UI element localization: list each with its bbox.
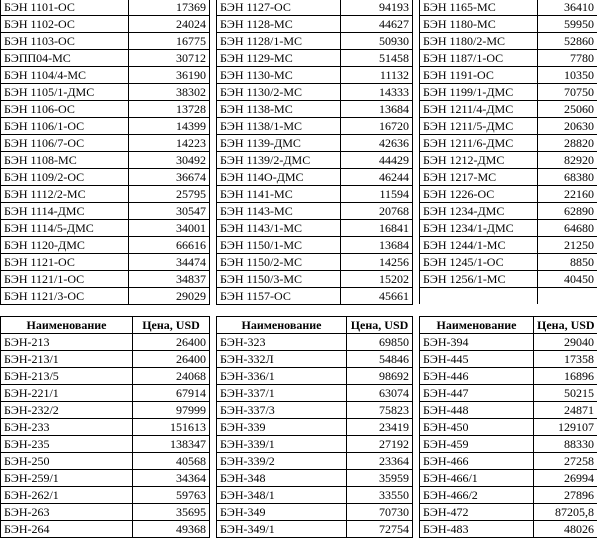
price-cell: 17369 — [129, 0, 210, 16]
table-row — [1, 16, 210, 33]
table-row — [420, 33, 597, 50]
product-name-cell: БЭН-466 — [420, 453, 534, 470]
price-cell: 46244 — [341, 169, 413, 186]
price-cell: 29040 — [534, 334, 597, 351]
product-name-cell: БЭН-213/1 — [1, 351, 133, 368]
lower-table-col1 — [0, 316, 210, 538]
product-name-cell: БЭН 1234-ДМС — [420, 203, 538, 220]
table-row — [1, 84, 210, 101]
table-row — [420, 504, 597, 521]
price-cell: 35959 — [347, 470, 413, 487]
price-cell: 15202 — [341, 271, 413, 288]
product-name-cell: БЭН 1212-ДМС — [420, 152, 538, 169]
price-cell: 30712 — [129, 50, 210, 67]
product-name-cell: БЭН 1128/1-МС — [217, 33, 341, 50]
product-name-cell: БЭН 1139/2-ДМС — [217, 152, 341, 169]
upper-table-col2 — [216, 0, 413, 305]
price-cell: 49368 — [133, 521, 210, 538]
column-header-price: Цена, USD — [347, 317, 413, 334]
product-name-cell: БЭН-232/2 — [1, 402, 133, 419]
product-name-cell: БЭН-264 — [1, 521, 133, 538]
price-cell: 70730 — [347, 504, 413, 521]
table-row — [1, 169, 210, 186]
product-name-cell: БЭН-235 — [1, 436, 133, 453]
product-name-cell: БЭН 1138/1-МС — [217, 118, 341, 135]
price-cell: 34364 — [133, 470, 210, 487]
product-name-cell: БЭН 1234/1-ДМС — [420, 220, 538, 237]
table-row — [420, 368, 597, 385]
table-row — [420, 334, 597, 351]
price-cell: 27192 — [347, 436, 413, 453]
table-row — [217, 288, 413, 305]
product-name-cell: БЭН-472 — [420, 504, 534, 521]
price-cell: 14333 — [341, 84, 413, 101]
product-name-cell: БЭН 1129-МС — [217, 50, 341, 67]
product-name-cell: БЭН-448 — [420, 402, 534, 419]
table-row — [420, 0, 597, 16]
table-row — [217, 152, 413, 169]
product-name-cell: БЭН 1138-МС — [217, 101, 341, 118]
table-row — [217, 504, 413, 521]
product-name-cell: БЭН 1256/1-МС — [420, 271, 538, 288]
price-cell: 23364 — [347, 453, 413, 470]
price-cell: 7780 — [538, 50, 597, 67]
column-header-price: Цена, USD — [534, 317, 597, 334]
product-name-cell: БЭН-394 — [420, 334, 534, 351]
price-cell: 13728 — [129, 101, 210, 118]
price-cell: 28820 — [538, 135, 597, 152]
table-row — [420, 169, 597, 186]
table-row — [217, 84, 413, 101]
product-name-cell: БЭН 1121/3-ОС — [1, 288, 129, 305]
table-row — [420, 521, 597, 538]
price-cell: 52860 — [538, 33, 597, 50]
table-row — [217, 0, 413, 16]
table-row — [420, 385, 597, 402]
product-name-cell: БЭН 1106-ОС — [1, 101, 129, 118]
price-cell: 36410 — [538, 0, 597, 16]
product-name-cell: БЭН-337/3 — [217, 402, 347, 419]
price-cell: 42636 — [341, 135, 413, 152]
product-name-cell: БЭН 1128-МС — [217, 16, 341, 33]
price-cell: 16775 — [129, 33, 210, 50]
table-row — [1, 453, 210, 470]
product-name-cell: БЭН 1143/1-МС — [217, 220, 341, 237]
price-cell: 24871 — [534, 402, 597, 419]
empty-cell — [538, 288, 597, 305]
table-row — [217, 186, 413, 203]
table-row — [217, 453, 413, 470]
product-name-cell: БЭН 1120-ДМС — [1, 237, 129, 254]
table-row — [217, 50, 413, 67]
product-name-cell: БЭН 1121-ОС — [1, 254, 129, 271]
product-name-cell: БЭН 1211/4-ДМС — [420, 101, 538, 118]
column-header-name: Наименование — [1, 317, 133, 334]
price-cell: 44627 — [341, 16, 413, 33]
price-cell: 33550 — [347, 487, 413, 504]
product-name-cell: БЭН-447 — [420, 385, 534, 402]
product-name-cell: БЭН 1105/1-ДМС — [1, 84, 129, 101]
price-cell: 63074 — [347, 385, 413, 402]
table-row — [217, 368, 413, 385]
product-name-cell: БЭН-332Л — [217, 351, 347, 368]
table-row — [217, 487, 413, 504]
table-row — [420, 254, 597, 271]
table-row — [217, 470, 413, 487]
product-name-cell: БЭН 1106/1-ОС — [1, 118, 129, 135]
price-cell: 36190 — [129, 67, 210, 84]
price-cell: 17358 — [534, 351, 597, 368]
price-cell: 151613 — [133, 419, 210, 436]
table-row — [217, 135, 413, 152]
table-row — [1, 368, 210, 385]
price-cell: 26400 — [133, 351, 210, 368]
table-row — [1, 419, 210, 436]
table-row — [1, 504, 210, 521]
table-row — [1, 220, 210, 237]
price-cell: 24068 — [133, 368, 210, 385]
product-name-cell: БЭН-445 — [420, 351, 534, 368]
price-cell: 54846 — [347, 351, 413, 368]
product-name-cell: БЭН 1102-ОС — [1, 16, 129, 33]
price-cell: 70750 — [538, 84, 597, 101]
table-row — [420, 487, 597, 504]
price-cell: 16896 — [534, 368, 597, 385]
price-cell: 35695 — [133, 504, 210, 521]
product-name-cell: БЭПП04-МС — [1, 50, 129, 67]
price-cell: 11594 — [341, 186, 413, 203]
price-cell: 51458 — [341, 50, 413, 67]
table-row — [1, 186, 210, 203]
price-cell: 87205,8 — [534, 504, 597, 521]
table-row — [420, 50, 597, 67]
price-cell: 59763 — [133, 487, 210, 504]
product-name-cell: БЭН 1187/1-ОС — [420, 50, 538, 67]
price-cell: 21250 — [538, 237, 597, 254]
upper-table-col1 — [0, 0, 210, 305]
price-cell: 14256 — [341, 254, 413, 271]
table-row — [420, 101, 597, 118]
price-cell: 29029 — [129, 288, 210, 305]
product-name-cell: БЭН-221/1 — [1, 385, 133, 402]
price-cell: 68380 — [538, 169, 597, 186]
product-name-cell: БЭН 1139-ДМС — [217, 135, 341, 152]
product-name-cell: БЭН 1150/1-МС — [217, 237, 341, 254]
price-cell: 34837 — [129, 271, 210, 288]
product-name-cell: БЭН 1103-ОС — [1, 33, 129, 50]
price-cell: 11132 — [341, 67, 413, 84]
price-cell: 26994 — [534, 470, 597, 487]
table-row — [420, 402, 597, 419]
table-row — [217, 334, 413, 351]
lower-table-col2 — [216, 316, 413, 538]
empty-row — [420, 288, 597, 305]
price-cell: 14223 — [129, 135, 210, 152]
table-row — [1, 271, 210, 288]
table-row — [1, 521, 210, 538]
table-row — [217, 169, 413, 186]
price-cell: 45661 — [341, 288, 413, 305]
product-name-cell: БЭН 1130/2-МС — [217, 84, 341, 101]
lower-table-col3 — [419, 316, 597, 538]
table-row — [1, 67, 210, 84]
table-row — [217, 436, 413, 453]
product-name-cell: БЭН-348/1 — [217, 487, 347, 504]
table-row — [420, 118, 597, 135]
price-cell: 25795 — [129, 186, 210, 203]
product-name-cell: БЭН 1180-МС — [420, 16, 538, 33]
table-row — [420, 419, 597, 436]
product-name-cell: БЭН-233 — [1, 419, 133, 436]
table-row — [420, 152, 597, 169]
table-row — [1, 237, 210, 254]
table-row — [217, 419, 413, 436]
product-name-cell: БЭН 1114-ДМС — [1, 203, 129, 220]
product-name-cell: БЭН-349 — [217, 504, 347, 521]
product-name-cell: БЭН-259/1 — [1, 470, 133, 487]
product-name-cell: БЭН-459 — [420, 436, 534, 453]
table-row — [1, 152, 210, 169]
product-name-cell: БЭН-337/1 — [217, 385, 347, 402]
product-name-cell: БЭН-339 — [217, 419, 347, 436]
table-row — [1, 487, 210, 504]
product-name-cell: БЭН 1143-МС — [217, 203, 341, 220]
table-row — [1, 334, 210, 351]
table-row — [1, 254, 210, 271]
table-row — [420, 351, 597, 368]
table-row — [217, 101, 413, 118]
table-row — [1, 288, 210, 305]
product-name-cell: БЭН 1121/1-ОС — [1, 271, 129, 288]
table-row — [420, 237, 597, 254]
table-row — [217, 33, 413, 50]
price-cell: 14399 — [129, 118, 210, 135]
table-row — [420, 135, 597, 152]
product-name-cell: БЭН-262/1 — [1, 487, 133, 504]
price-cell: 24024 — [129, 16, 210, 33]
price-cell: 40450 — [538, 271, 597, 288]
product-name-cell: БЭН 1245/1-ОС — [420, 254, 538, 271]
column-header-price: Цена, USD — [133, 317, 210, 334]
product-name-cell: БЭН 1244/1-МС — [420, 237, 538, 254]
product-name-cell: БЭН-213 — [1, 334, 133, 351]
product-name-cell: БЭН 1165-МС — [420, 0, 538, 16]
table-row — [217, 237, 413, 254]
table-row — [217, 521, 413, 538]
table-row — [217, 203, 413, 220]
table-row — [420, 271, 597, 288]
price-cell: 34001 — [129, 220, 210, 237]
price-cell: 38302 — [129, 84, 210, 101]
product-name-cell: БЭН-348 — [217, 470, 347, 487]
product-name-cell: БЭН 1109/2-ОС — [1, 169, 129, 186]
price-cell: 8850 — [538, 254, 597, 271]
table-row — [420, 16, 597, 33]
price-cell: 36674 — [129, 169, 210, 186]
product-name-cell: БЭН-349/1 — [217, 521, 347, 538]
price-cell: 59950 — [538, 16, 597, 33]
product-name-cell: БЭН-483 — [420, 521, 534, 538]
product-name-cell: БЭН-466/2 — [420, 487, 534, 504]
table-row — [1, 351, 210, 368]
table-row — [420, 220, 597, 237]
table-row — [1, 101, 210, 118]
price-cell: 10350 — [538, 67, 597, 84]
price-cell: 25060 — [538, 101, 597, 118]
table-row — [420, 84, 597, 101]
table-row — [420, 436, 597, 453]
price-cell: 23419 — [347, 419, 413, 436]
price-cell: 69850 — [347, 334, 413, 351]
product-name-cell: БЭН-339/2 — [217, 453, 347, 470]
price-cell: 26400 — [133, 334, 210, 351]
table-row — [1, 470, 210, 487]
price-cell: 30547 — [129, 203, 210, 220]
price-cell: 75823 — [347, 402, 413, 419]
price-cell: 22160 — [538, 186, 597, 203]
price-cell: 16720 — [341, 118, 413, 135]
table-row — [420, 453, 597, 470]
product-name-cell: БЭН 114О-ДМС — [217, 169, 341, 186]
product-name-cell: БЭН 1127-ОС — [217, 0, 341, 16]
price-cell: 94193 — [341, 0, 413, 16]
price-cell: 13684 — [341, 237, 413, 254]
price-cell: 13684 — [341, 101, 413, 118]
product-name-cell: БЭН-339/1 — [217, 436, 347, 453]
product-name-cell: БЭН-263 — [1, 504, 133, 521]
product-name-cell: БЭН-336/1 — [217, 368, 347, 385]
table-row — [217, 351, 413, 368]
table-row — [1, 33, 210, 50]
price-cell: 129107 — [534, 419, 597, 436]
product-name-cell: БЭН-450 — [420, 419, 534, 436]
price-cell: 66616 — [129, 237, 210, 254]
product-name-cell: БЭН 1108-МС — [1, 152, 129, 169]
table-row — [217, 385, 413, 402]
price-cell: 138347 — [133, 436, 210, 453]
table-row — [420, 470, 597, 487]
table-row — [1, 118, 210, 135]
price-cell: 72754 — [347, 521, 413, 538]
price-cell: 27258 — [534, 453, 597, 470]
product-name-cell: БЭН 1101-ОС — [1, 0, 129, 16]
column-header-name: Наименование — [420, 317, 534, 334]
product-name-cell: БЭН 1180/2-МС — [420, 33, 538, 50]
product-name-cell: БЭН 1141-МС — [217, 186, 341, 203]
product-name-cell: БЭН-250 — [1, 453, 133, 470]
product-name-cell: БЭН-213/5 — [1, 368, 133, 385]
table-row — [1, 50, 210, 67]
table-row — [1, 203, 210, 220]
table-row — [420, 203, 597, 220]
product-name-cell: БЭН 1150/2-МС — [217, 254, 341, 271]
price-cell: 34474 — [129, 254, 210, 271]
product-name-cell: БЭН 1114/5-ДМС — [1, 220, 129, 237]
price-cell: 82920 — [538, 152, 597, 169]
table-row — [1, 385, 210, 402]
table-row — [217, 271, 413, 288]
price-cell: 44429 — [341, 152, 413, 169]
product-name-cell: БЭН 1217-МС — [420, 169, 538, 186]
product-name-cell: БЭН 1157-ОС — [217, 288, 341, 305]
table-row — [217, 67, 413, 84]
product-name-cell: БЭН-466/1 — [420, 470, 534, 487]
price-cell: 50215 — [534, 385, 597, 402]
table-row — [420, 186, 597, 203]
table-row — [217, 402, 413, 419]
price-cell: 88330 — [534, 436, 597, 453]
table-row — [217, 16, 413, 33]
price-cell: 98692 — [347, 368, 413, 385]
table-row — [1, 402, 210, 419]
price-cell: 64680 — [538, 220, 597, 237]
product-name-cell: БЭН 1130-МС — [217, 67, 341, 84]
price-cell: 20630 — [538, 118, 597, 135]
price-cell: 62890 — [538, 203, 597, 220]
price-cell: 50930 — [341, 33, 413, 50]
product-name-cell: БЭН-323 — [217, 334, 347, 351]
product-name-cell: БЭН 1199/1-ДМС — [420, 84, 538, 101]
price-cell: 16841 — [341, 220, 413, 237]
product-name-cell: БЭН-446 — [420, 368, 534, 385]
price-cell: 97999 — [133, 402, 210, 419]
table-row — [217, 254, 413, 271]
empty-cell — [420, 288, 538, 305]
table-row — [217, 118, 413, 135]
price-cell: 30492 — [129, 152, 210, 169]
table-row — [1, 436, 210, 453]
table-row — [420, 67, 597, 84]
price-cell: 67914 — [133, 385, 210, 402]
price-cell: 27896 — [534, 487, 597, 504]
product-name-cell: БЭН 1211/5-ДМС — [420, 118, 538, 135]
price-cell: 20768 — [341, 203, 413, 220]
column-header-name: Наименование — [217, 317, 347, 334]
upper-table-col3 — [419, 0, 597, 304]
product-name-cell: БЭН 1150/3-МС — [217, 271, 341, 288]
table-row — [1, 135, 210, 152]
product-name-cell: БЭН 1191-ОС — [420, 67, 538, 84]
price-cell: 40568 — [133, 453, 210, 470]
table-row — [217, 220, 413, 237]
table-row — [1, 0, 210, 16]
product-name-cell: БЭН 1104/4-МС — [1, 67, 129, 84]
product-name-cell: БЭН 1211/6-ДМС — [420, 135, 538, 152]
product-name-cell: БЭН 1226-ОС — [420, 186, 538, 203]
price-cell: 48026 — [534, 521, 597, 538]
product-name-cell: БЭН 1112/2-МС — [1, 186, 129, 203]
product-name-cell: БЭН 1106/7-ОС — [1, 135, 129, 152]
